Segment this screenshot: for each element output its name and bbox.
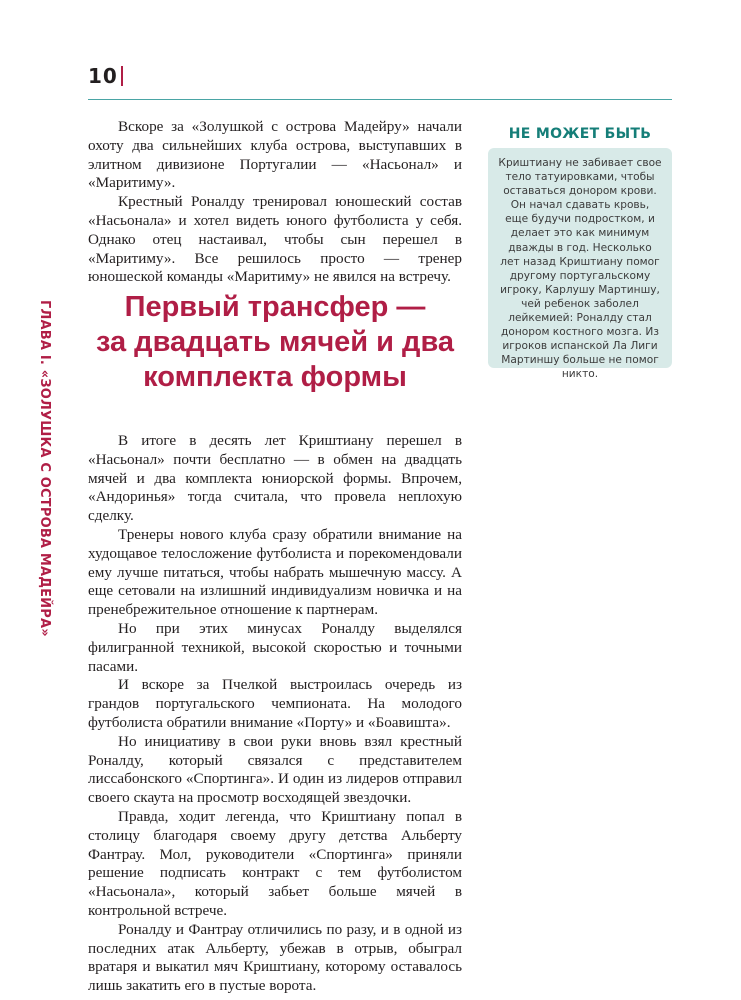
page-number-separator bbox=[121, 66, 123, 86]
sidebar-box bbox=[488, 148, 672, 381]
page-number: 10 bbox=[88, 64, 118, 88]
section-text bbox=[88, 432, 462, 996]
section-heading-line: комплекта формы bbox=[143, 361, 407, 393]
paragraph: Роналду и Фантрау отличились по разу, и в одной из последних атак Альберту, убежав в отрыв, обыграл вратаря и выкатил мяч Криштиану, которому оставалось лишь закатить его в пустые ворота. bbox=[88, 920, 462, 995]
intro-text bbox=[88, 118, 462, 287]
sidebar-title: НЕ МОЖЕТ БЫТЬ bbox=[508, 126, 652, 142]
paragraph: Но инициативу в свои руки вновь взял крестный Роналду, который связался с представителем лиссабонского «Спортинга». И один из лидеров отправил своего скаута на просмотр восходящей звездочки. bbox=[88, 732, 462, 807]
chapter-side-label: ГЛАВА I. «ЗОЛУШКА С ОСТРОВА МАДЕЙРА» bbox=[37, 300, 52, 637]
section-heading bbox=[88, 290, 462, 395]
paragraph: Правда, ходит легенда, что Криштиану попал в столицу благодаря своему другу детства Альберту Фантрау. Мол, руководители «Спортинга» приняли решение подписать контракт с тем футболистом «Насьонала», который забьет больше мячей в контрольной встрече. bbox=[88, 807, 462, 919]
paragraph: Крестный Роналду тренировал юношеский состав «Насьонала» и хотел видеть юного футболиста у себя. Однако отец настаивал, чтобы сын перешел в «Маритиму». Все решилось просто — тренер юношеской команды «Маритиму» не явился на встречу. bbox=[88, 193, 462, 286]
paragraph: Но при этих минусах Роналду выделялся филигранной техникой, высокой скоростью и точными пасами. bbox=[88, 619, 462, 675]
paragraph: И вскоре за Пчелкой выстроилась очередь из грандов португальского чемпионата. На молодого футболиста обратили внимание «Порту» и «Боавишта». bbox=[88, 676, 462, 731]
section-heading-line: Первый трансфер — bbox=[124, 291, 426, 323]
paragraph: Вскоре за «Золушкой с острова Мадейру» начали охоту два сильнейших клуба острова, выступавших в элитном дивизионе Португалии — «Насьонал» и «Маритиму». bbox=[88, 118, 462, 192]
paragraph: Тренеры нового клуба сразу обратили внимание на худощавое телосложение футболиста и порекомендовали ему лучше питаться, чтобы набрать мышечную массу. А еще сетовали на излишний индивидуализм новичка и на пренебрежительное отношение к партнерам. bbox=[88, 525, 462, 619]
section-heading-line: за двадцать мячей и два bbox=[95, 326, 455, 358]
header-rule bbox=[88, 99, 672, 100]
sidebar-text: Криштиану не забивает свое тело татуировками, чтобы оставаться донором крови. Он начал сдавать кровь, еще будучи подростком, и делает это как минимум дважды в год. Несколько лет назад Криштиану помог другому португальскому игроку, Карлушу Мартиншу, чей ребенок заболел лейкемией: Роналду стал донором костного мозга. Из игроков испанской Ла Лиги Мартиншу больше не помог никто. bbox=[498, 157, 662, 381]
paragraph: В итоге в десять лет Криштиану перешел в «Насьонал» почти бесплатно — в обмен на двадцать мячей и два комплекта юниорской формы. Впрочем, «Андоринья» тогда считала, что провела неплохую сделку. bbox=[88, 432, 462, 525]
